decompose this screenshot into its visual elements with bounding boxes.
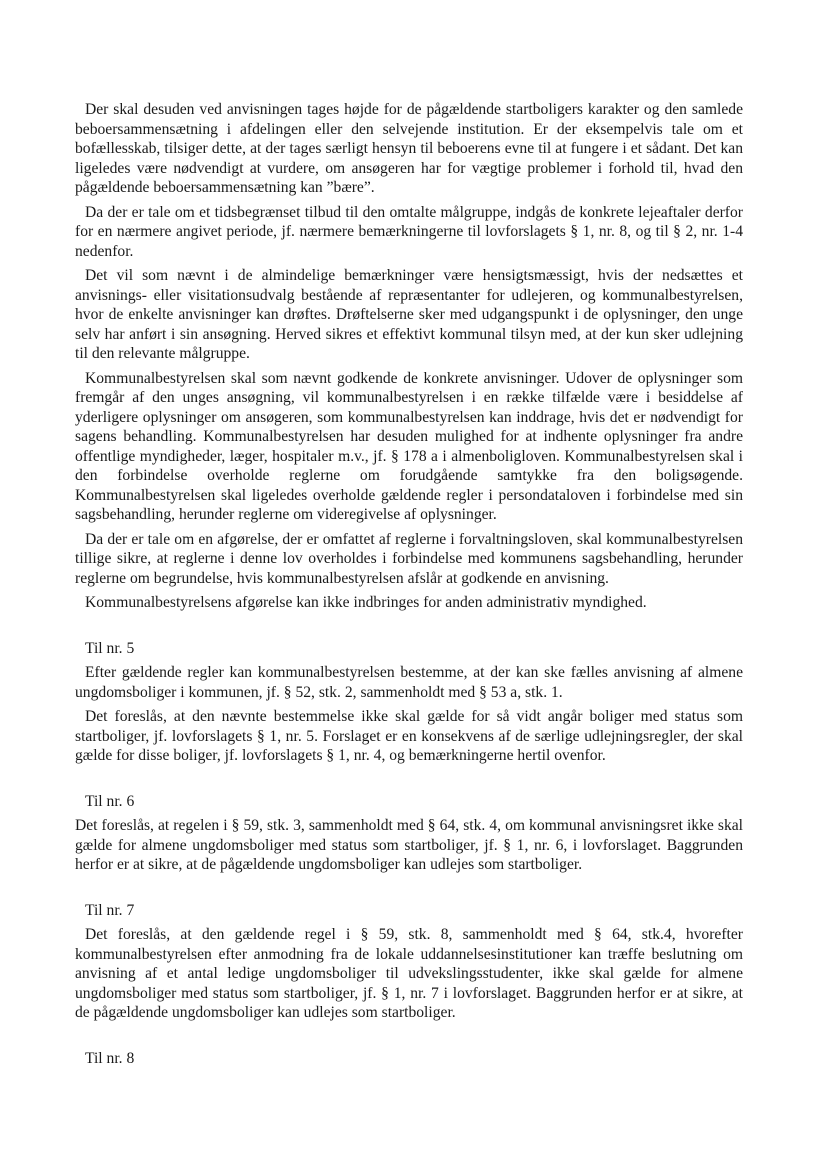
intro-paragraph-6: Kommunalbestyrelsens afgørelse kan ikke indbringes for anden administrativ myndighed. [85,594,647,611]
intro-paragraph-1: Der skal desuden ved anvisningen tages højde for de pågældende startboligers karakter og den samlede beboersammensætning i afdelingen eller den selvejende institution. Er der eksempelvis tale om et bofællesskab, tilsiger dette, at der tages særligt hensyn til beboerens evne til at fungere i et sådant. Det kan ligeledes være nødvendigt at vurdere, om ansøgeren har for vægtige problemer i forhold til, hvad den pågældende beboersammensætning kan ”bære”. [75,101,743,196]
section-heading: Til nr. 6 [85,792,135,810]
section-til-nr-6 [75,792,743,875]
intro-paragraph-3: Det vil som nævnt i de almindelige bemærkninger være hensigtsmæssigt, hvis der nedsættes et anvisnings- eller visitationsudvalg bestående af repræsentanter for udlejeren, og kommunalbestyrelsen, hvor de enkelte anvisninger kan drøftes. Drøftelserne sker med udgangspunkt i de oplysninger, den unge selv har anført i sin ansøgning. Herved sikres et effektivt kommunal tilsyn med, at der kun sker udlejning til den relevante målgruppe. [75,267,743,362]
intro-section [75,100,743,613]
section-paragraph: Efter gældende regler kan kommunalbestyrelsen bestemme, at der kan ske fælles anvisning af almene ungdomsboliger i kommunen, jf. § 52, stk. 2, sammenholdt med § 53 a, stk. 1. [75,664,743,701]
section-heading: Til nr. 7 [85,901,135,919]
intro-paragraph-4: Kommunalbestyrelsen skal som nævnt godkende de konkrete anvisninger. Udover de oplysninger som fremgår af den unges ansøgning, vil kommunalbestyrelsen i en række tilfælde være i besiddelse af yderligere oplysninger om ansøgeren, som kommunalbestyrelsen kan inddrage, hvis det er nødvendigt for sagens behandling. Kommunalbestyrelsen har desuden mulighed for at indhente oplysninger fra andre offentlige myndigheder, læger, hospitaler m.v., jf. § 178 a i almenboligloven. Kommunalbestyrelsen skal i den forbindelse overholde reglerne om forudgående samtykke fra den boligsøgende. Kommunalbestyrelsen skal ligeledes overholde gældende regler i persondataloven i forbindelse med sin sagsbehandling, herunder reglerne om videregivelse af oplysninger. [75,369,743,523]
document-page [75,100,743,1068]
section-paragraph: Det foreslås, at den nævnte bestemmelse ikke skal gælde for så vidt angår boliger med status som startboliger, jf. lovforslagets § 1, nr. 5. Forslaget er en konsekvens af de særlige udlejningsregler, der skal gælde for disse boliger, jf. lovforslagets § 1, nr. 4, og bemærkningerne hertil ovenfor. [75,708,743,764]
section-paragraph: Det foreslås, at regelen i § 59, stk. 3, sammenholdt med § 64, stk. 4, om kommunal anvisningsret ikke skal gælde for almene ungdomsboliger med status som startboliger, jf. § 1, nr. 6, i lovforslaget. Baggrunden herfor er at sikre, at de pågældende ungdomsboliger kan udlejes som startboliger. [75,817,743,873]
section-heading: Til nr. 8 [85,1049,135,1067]
intro-paragraph-5: Da der er tale om en afgørelse, der er omfattet af reglerne i forvaltningsloven, skal kommunalbestyrelsen tillige sikre, at reglerne i denne lov overholdes i forbindelse med kommunens sagsbehandling, herunder reglerne om begrundelse, hvis kommunalbestyrelsen afslår at godkende en anvisning. [75,530,743,587]
section-til-nr-5 [75,639,743,766]
section-paragraph: Det foreslås, at den gældende regel i § 59, stk. 8, sammenholdt med § 64, stk.4, hvorefter kommunalbestyrelsen efter anmodning fra de lokale uddannelsesinstitutioner kan træffe beslutning om anvisning af et antal ledige ungdomsboliger til udvekslingsstudenter, ikke skal gælde for almene ungdomsboliger med status som startboliger, jf. § 1, nr. 7 i lovforslaget. Baggrunden herfor er at sikre, at de pågældende ungdomsboliger kan udlejes som startboliger. [75,926,743,1021]
section-heading: Til nr. 5 [85,639,135,657]
section-til-nr-8 [75,1049,743,1069]
intro-paragraph-2: Da der er tale om et tidsbegrænset tilbud til den omtalte målgruppe, indgås de konkrete lejeaftaler derfor for en nærmere angivet periode, jf. nærmere bemærkningerne til lovforslagets § 1, nr. 8, og til § 2, nr. 1-4 nedenfor. [75,203,743,260]
section-til-nr-7 [75,901,743,1023]
